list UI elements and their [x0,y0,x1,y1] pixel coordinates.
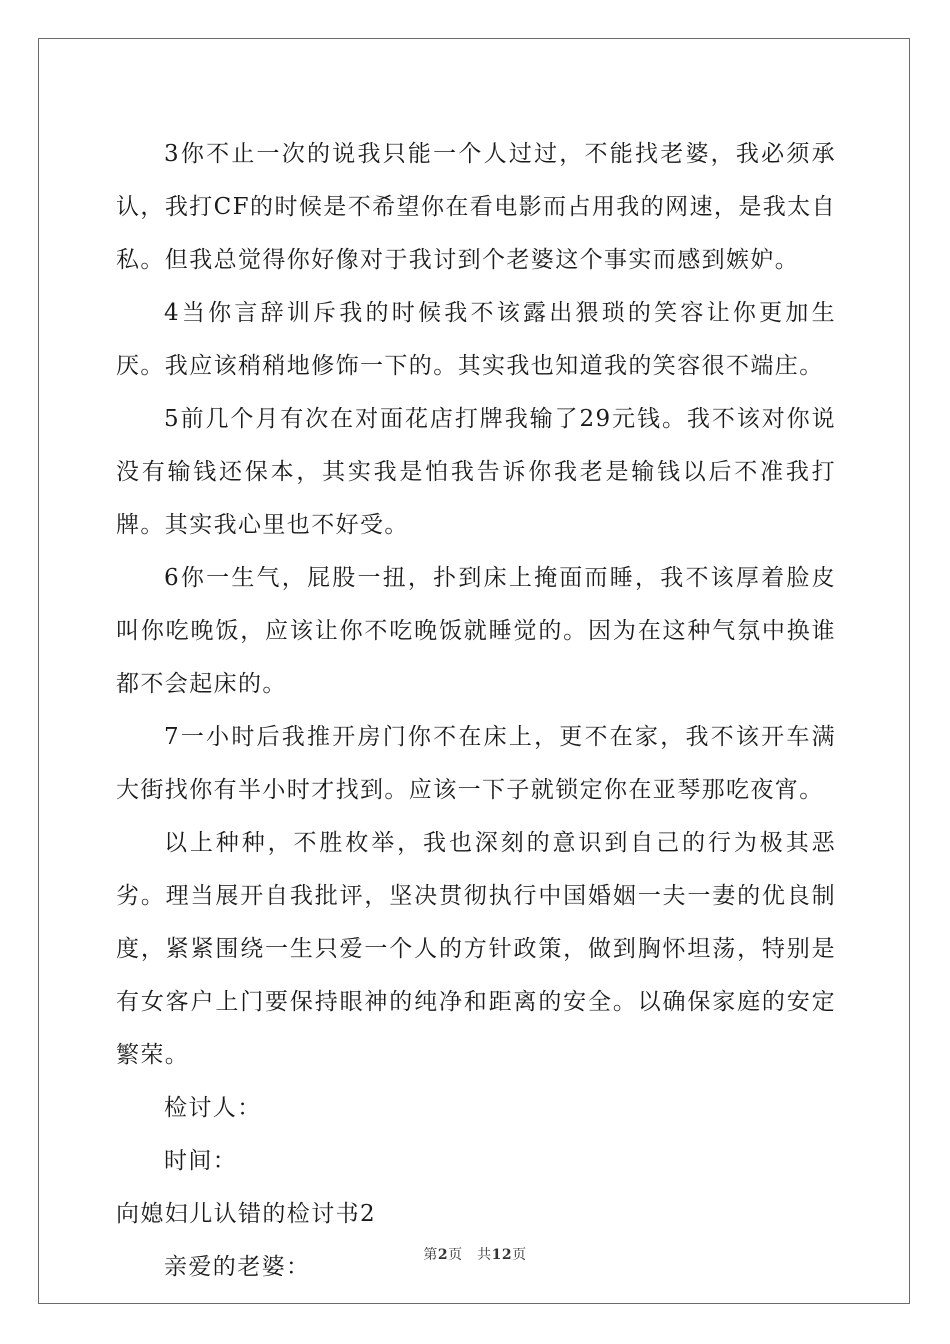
footer-prefix: 第 [423,1247,438,1263]
paragraph-item-3: 3你不止一次的说我只能一个人过过，不能找老婆，我必须承认，我打CF的时候是不希望你在看电影而占用我的网速，是我太自私。但我总觉得你好像对于我讨到个老婆这个事实而感到嫉妒。 [116,141,836,273]
current-page-number: 2 [437,1247,449,1263]
paragraph-item-7: 7一小时后我推开房门你不在床上，更不在家，我不该开车满大街找你有半小时才找到。应该一下子就锁定你在亚琴那吃夜宵。 [116,724,836,803]
paragraph-conclusion: 以上种种，不胜枚举，我也深刻的意识到自己的行为极其恶劣。理当展开自我批评，坚决贯彻执行中国婚姻一夫一妻的优良制度，紧紧围绕一生只爱一个人的方针政策，做到胸怀坦荡，特别是有女客户上门要保持眼神的纯净和距离的安全。以确保家庭的安定繁荣。 [116,830,836,1068]
reviewer-label: 检讨人： [164,1095,262,1121]
paragraph-item-6: 6你一生气，屁股一扭，扑到床上掩面而睡，我不该厚着脸皮叫你吃晚饭，应该让你不吃晚饭就睡觉的。因为在这种气氛中换谁都不会起床的。 [116,565,836,697]
footer-mid: 页 共 [448,1247,492,1263]
paragraph-item-5: 5前几个月有次在对面花店打牌我输了29元钱。我不该对你说没有输钱还保本，其实我是怕我告诉你我老是输钱以后不准我打牌。其实我心里也不好受。 [116,406,836,538]
total-page-number: 12 [491,1247,513,1263]
paragraph-item-4: 4当你言辞训斥我的时候我不该露出猥琐的笑容让你更加生厌。我应该稍稍地修饰一下的。其实我也知道我的笑容很不端庄。 [116,300,836,379]
section-title: 向媳妇儿认错的检讨书2 [116,1201,377,1227]
time-label: 时间： [164,1148,238,1174]
document-body [116,128,836,1294]
footer-suffix: 页 [512,1247,527,1263]
page-footer [0,1244,950,1264]
greeting: 亲爱的老婆： [164,1254,311,1280]
